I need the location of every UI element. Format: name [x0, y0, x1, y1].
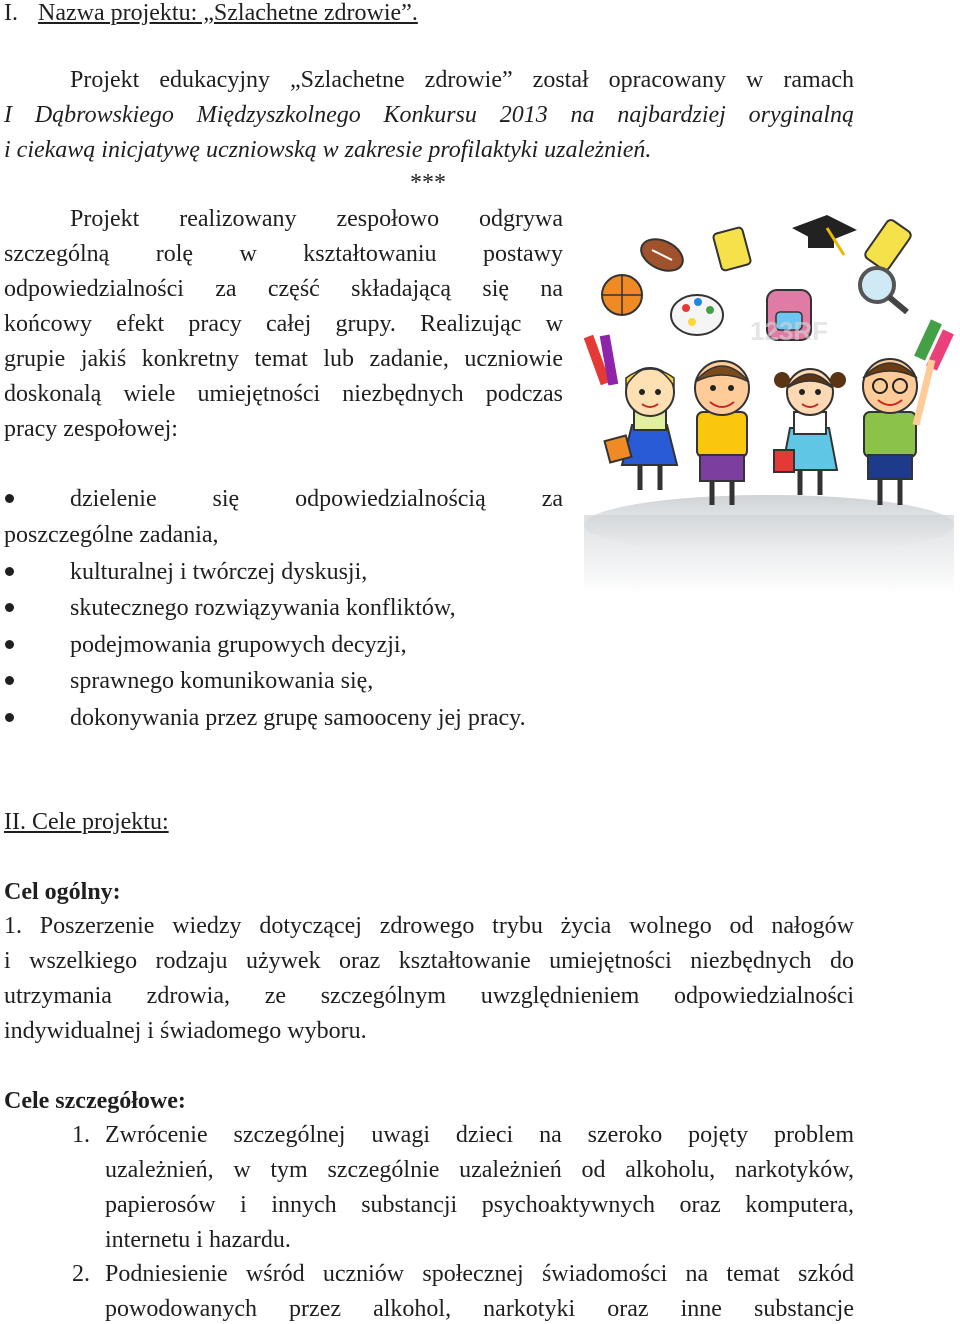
- list-item: skutecznego rozwiązywania konfliktów,: [70, 595, 456, 621]
- general-goal-label: Cel ogólny:: [4, 879, 121, 905]
- section-title: Nazwa projektu: „Szlachetne zdrowie”.: [38, 0, 418, 26]
- general-goal-line: indywidualnej i świadomego wyboru.: [4, 1018, 367, 1044]
- paragraph-line: pracy zespołowej:: [4, 416, 178, 442]
- goal-line: Zwrócenie szczególnej uwagi dzieci na szeroko pojęty problem: [105, 1122, 854, 1148]
- goal-number: 1.: [72, 1122, 90, 1148]
- goal-number: 2.: [72, 1261, 90, 1287]
- bullet-icon: [5, 494, 14, 503]
- goal-line: Podniesienie wśród uczniów społecznej świadomości na temat szkód: [105, 1261, 854, 1287]
- list-item-continuation: poszczególne zadania,: [4, 522, 219, 548]
- boy-character-2: [863, 359, 932, 505]
- list-item: podejmowania grupowych decyzji,: [70, 632, 407, 658]
- bullet-icon: [5, 603, 14, 612]
- intro-line: I Dąbrowskiego Międzyszkolnego Konkursu 2013 na najbardziej oryginalną: [4, 102, 854, 128]
- notebook-icon: [713, 227, 752, 271]
- goal-line: powodowanych przez alkohol, narkotyki oraz inne substancje: [105, 1296, 854, 1322]
- general-goal-line: utrzymania zdrowia, ze szczególnym uwzględnieniem odpowiedzialności: [4, 983, 854, 1009]
- paragraph-line: Projekt realizowany zespołowo odgrywa: [70, 206, 563, 232]
- paragraph-line: grupie jakiś konkretny temat lub zadanie, uczniowie: [4, 346, 563, 372]
- paragraph-line: doskonalą wiele umiejętności niezbędnych podczas: [4, 381, 563, 407]
- specific-goals-label: Cele szczegółowe:: [4, 1088, 186, 1114]
- paragraph-line: końcowy efekt pracy całej grupy. Realizując w: [4, 311, 563, 337]
- boy-character-1: [695, 361, 749, 505]
- bullet-icon: [5, 676, 14, 685]
- children-illustration: [582, 200, 956, 600]
- bullet-icon: [5, 567, 14, 576]
- floor-reflection: [584, 515, 954, 595]
- graduation-cap-icon: [792, 215, 857, 255]
- bullet-icon: [5, 713, 14, 722]
- girl-character-2: [774, 369, 846, 495]
- intro-line: Projekt edukacyjny „Szlachetne zdrowie” został opracowany w ramach: [70, 67, 854, 93]
- watermark-text: 123RF: [750, 316, 829, 346]
- section-number: I.: [4, 0, 18, 26]
- goal-line: uzależnień, w tym szczególnie uzależnień od alkoholu, narkotyków,: [105, 1157, 854, 1183]
- list-item: dzielenie się odpowiedzialnością za: [70, 486, 563, 512]
- girl-character-1: [605, 368, 677, 490]
- paragraph-line: odpowiedzialności za część składającą się na: [4, 276, 563, 302]
- section-heading-2: II. Cele projektu:: [4, 809, 169, 835]
- highlighter-icon: [863, 218, 912, 272]
- paragraph-line: szczególną rolę w kształtowaniu postawy: [4, 241, 563, 267]
- magnifying-glass-icon: [860, 268, 907, 312]
- list-item: dokonywania przez grupę samooceny jej pracy.: [70, 705, 526, 731]
- basketball-icon: [602, 275, 642, 315]
- goal-line: internetu i hazardu.: [105, 1227, 291, 1253]
- pencils-icon: [584, 335, 619, 386]
- list-item: sprawnego komunikowania się,: [70, 668, 374, 694]
- general-goal-line: i wszelkiego rodzaju używek oraz kształtowanie umiejętności niezbędnych do: [4, 948, 854, 974]
- intro-line: i ciekawą inicjatywę uczniowską w zakresie profilaktyki uzależnień.: [4, 137, 652, 163]
- separator: ***: [410, 170, 446, 196]
- goal-line: papierosów i innych substancji psychoaktywnych oraz komputera,: [105, 1192, 854, 1218]
- list-item: kulturalnej i twórczej dyskusji,: [70, 559, 368, 585]
- palette-icon: [671, 295, 723, 335]
- football-icon: [636, 233, 688, 277]
- general-goal-line: 1. Poszerzenie wiedzy dotyczącej zdrowego trybu życia wolnego od nałogów: [4, 913, 854, 939]
- section-heading-1: [4, 0, 418, 28]
- bullet-icon: [5, 640, 14, 649]
